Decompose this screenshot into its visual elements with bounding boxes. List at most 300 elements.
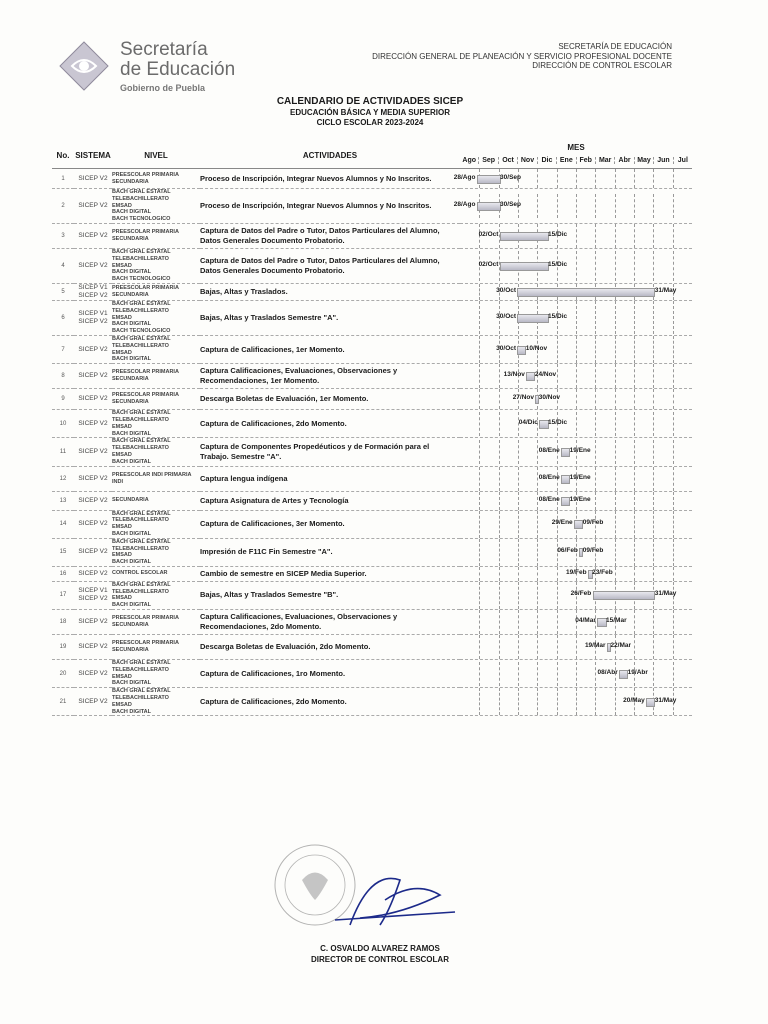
row-number: 16 <box>52 566 74 581</box>
month-gridline <box>634 251 635 281</box>
row-system: SICEP V1 SICEP V2 <box>74 283 112 300</box>
row-timeline <box>460 248 692 283</box>
month-gridline <box>634 567 635 581</box>
row-system: SICEP V2 <box>74 364 112 389</box>
month-gridline <box>576 301 577 334</box>
month-gridline <box>499 440 500 464</box>
row-system: SICEP V2 <box>74 660 112 688</box>
month-gridline <box>557 169 558 188</box>
month-gridline <box>615 492 616 510</box>
row-level: BACH GRAL ESTATAL TELEBACHILLERATO EMSAD BACH DIGITAL <box>112 660 200 688</box>
month-gridline <box>518 539 519 566</box>
calendar-row <box>52 335 692 363</box>
month-gridline <box>518 467 519 491</box>
logo-line-2: de Educación <box>120 59 236 80</box>
month-gridline <box>634 301 635 334</box>
month-gridline <box>634 364 635 388</box>
row-number: 3 <box>52 223 74 248</box>
timeline-bar <box>477 175 501 184</box>
month-gridline <box>615 539 616 566</box>
row-level: BACH GRAL ESTATAL TELEBACHILLERATO EMSAD BACH DIGITAL BACH TECNOLOGICO <box>112 300 200 335</box>
signature-and-seal <box>240 840 470 950</box>
row-number: 1 <box>52 169 74 189</box>
month-gridline <box>615 511 616 538</box>
row-number: 2 <box>52 189 74 224</box>
month-gridline <box>479 364 480 388</box>
row-timeline <box>460 335 692 363</box>
start-date-label: 29/Ene <box>551 519 573 527</box>
signatory-name: C. OSVALDO ALVAREZ RAMOS <box>320 944 440 953</box>
row-activity: Captura Asignatura de Artes y Tecnología <box>200 491 460 510</box>
start-date-label: 08/Ene <box>538 495 560 503</box>
row-number: 4 <box>52 248 74 283</box>
header-line-3: DIRECCIÓN DE CONTROL ESCOLAR <box>532 61 672 70</box>
row-system: SICEP V2 <box>74 438 112 466</box>
month-gridline <box>673 194 674 218</box>
end-date-label: 24/Nov <box>534 371 557 379</box>
month-gridline <box>518 662 519 686</box>
row-timeline <box>460 438 692 466</box>
month-label: Jul <box>673 157 692 164</box>
signatory-block <box>300 943 460 965</box>
month-gridline <box>499 492 500 510</box>
row-timeline <box>460 566 692 581</box>
month-gridline <box>537 610 538 634</box>
logo-wordmark <box>120 40 235 93</box>
month-gridline <box>673 336 674 363</box>
month-gridline <box>557 635 558 659</box>
end-date-label: 15/Mar <box>606 617 627 625</box>
row-number: 12 <box>52 466 74 491</box>
month-gridline <box>615 251 616 281</box>
month-gridline <box>499 582 500 609</box>
header-sistema: SISTEMA <box>74 142 112 169</box>
row-level: BACH GRAL ESTATAL TELEBACHILLERATO EMSAD BACH DIGITAL BACH TECNOLOGICO <box>112 189 200 224</box>
row-system: SICEP V2 <box>74 248 112 283</box>
row-activity: Descarga Boletas de Evaluación, 2do Momento. <box>200 635 460 660</box>
month-label: Abr <box>614 157 633 164</box>
month-gridline <box>673 467 674 491</box>
month-gridline <box>673 610 674 634</box>
month-gridline <box>479 688 480 715</box>
row-system: SICEP V2 <box>74 335 112 363</box>
month-gridline <box>576 224 577 248</box>
month-gridline <box>479 284 480 300</box>
calendar-row <box>52 538 692 566</box>
month-gridline <box>576 194 577 218</box>
month-gridline <box>518 582 519 609</box>
month-gridline <box>499 389 500 409</box>
month-gridline <box>537 582 538 609</box>
document-subtitle: EDUCACIÓN BÁSICA Y MEDIA SUPERIOR <box>289 108 451 117</box>
row-activity: Descarga Boletas de Evaluación, 1er Momento. <box>200 389 460 410</box>
month-gridline <box>595 440 596 464</box>
month-label: Jun <box>653 157 672 164</box>
start-date-label: 04/Mar <box>575 617 596 625</box>
month-gridline <box>673 364 674 388</box>
month-gridline <box>634 610 635 634</box>
month-gridline <box>615 301 616 334</box>
row-timeline <box>460 688 692 716</box>
month-label: Sep <box>478 157 497 164</box>
month-label: Feb <box>576 157 595 164</box>
row-system: SICEP V2 <box>74 610 112 635</box>
month-gridline <box>595 336 596 363</box>
row-activity: Bajas, Altas y Traslados Semestre "A". <box>200 300 460 335</box>
month-gridline <box>537 688 538 715</box>
row-number: 11 <box>52 438 74 466</box>
row-timeline <box>460 223 692 248</box>
row-number: 5 <box>52 283 74 300</box>
row-timeline <box>460 300 692 335</box>
end-date-label: 19/Abr <box>627 668 648 676</box>
institution-header <box>372 42 672 71</box>
month-gridline <box>518 688 519 715</box>
row-level: CONTROL ESCOLAR <box>112 566 200 581</box>
row-system: SICEP V1 SICEP V2 <box>74 581 112 609</box>
month-gridline <box>653 635 654 659</box>
month-gridline <box>499 467 500 491</box>
signatory-title: DIRECTOR DE CONTROL ESCOLAR <box>311 955 449 964</box>
month-gridline <box>615 440 616 464</box>
row-number: 10 <box>52 410 74 438</box>
end-date-label: 15/Dic <box>548 230 568 238</box>
row-timeline <box>460 466 692 491</box>
row-activity: Captura Calificaciones, Evaluaciones, Observaciones y Recomendaciones, 2do Momento. <box>200 610 460 635</box>
start-date-label: 02/Oct <box>478 260 499 268</box>
month-gridline <box>634 169 635 188</box>
end-date-label: 10/Nov <box>525 344 548 352</box>
month-gridline <box>557 582 558 609</box>
month-gridline <box>653 412 654 436</box>
month-gridline <box>576 251 577 281</box>
row-timeline <box>460 491 692 510</box>
month-gridline <box>595 364 596 388</box>
row-activity: Captura de Calificaciones, 3er Momento. <box>200 510 460 538</box>
month-gridline <box>615 467 616 491</box>
row-timeline <box>460 660 692 688</box>
timeline-bar <box>477 202 501 211</box>
row-level: BACH GRAL ESTATAL TELEBACHILLERATO EMSAD BACH DIGITAL <box>112 510 200 538</box>
month-gridline <box>499 610 500 634</box>
month-gridline <box>576 336 577 363</box>
month-gridline <box>634 336 635 363</box>
month-gridline <box>634 635 635 659</box>
end-date-label: 30/Sep <box>500 173 522 181</box>
month-gridline <box>653 511 654 538</box>
calendar-row <box>52 389 692 410</box>
month-gridline <box>576 412 577 436</box>
month-gridline <box>595 467 596 491</box>
row-timeline <box>460 581 692 609</box>
start-date-label: 27/Nov <box>512 394 535 402</box>
month-gridline <box>653 389 654 409</box>
month-gridline <box>615 412 616 436</box>
document-title-block <box>200 96 540 128</box>
month-gridline <box>615 567 616 581</box>
month-gridline <box>499 688 500 715</box>
month-gridline <box>557 364 558 388</box>
end-date-label: 09/Feb <box>582 519 604 527</box>
month-gridline <box>479 662 480 686</box>
month-gridline <box>634 194 635 218</box>
row-timeline <box>460 364 692 389</box>
month-gridline <box>673 492 674 510</box>
month-gridline <box>557 336 558 363</box>
month-gridline <box>653 567 654 581</box>
row-number: 19 <box>52 635 74 660</box>
month-gridline <box>595 492 596 510</box>
month-gridline <box>615 688 616 715</box>
month-gridline <box>479 492 480 510</box>
month-gridline <box>673 635 674 659</box>
end-date-label: 15/Dic <box>548 312 568 320</box>
month-gridline <box>479 635 480 659</box>
row-system: SICEP V2 <box>74 491 112 510</box>
school-year: CICLO ESCOLAR 2023-2024 <box>316 118 424 127</box>
row-activity: Captura de Calificaciones, 1ro Momento. <box>200 660 460 688</box>
month-gridline <box>634 539 635 566</box>
month-gridline <box>537 194 538 218</box>
month-gridline <box>499 567 500 581</box>
month-gridline <box>673 662 674 686</box>
month-gridline <box>673 440 674 464</box>
row-activity: Proceso de Inscripción, Integrar Nuevos Alumnos y No Inscritos. <box>200 189 460 224</box>
calendar-row <box>52 248 692 283</box>
calendar-row <box>52 491 692 510</box>
row-activity: Cambio de semestre en SICEP Media Superior. <box>200 566 460 581</box>
row-level: BACH GRAL ESTATAL TELEBACHILLERATO EMSAD BACH DIGITAL <box>112 688 200 716</box>
month-gridline <box>576 688 577 715</box>
row-number: 9 <box>52 389 74 410</box>
month-gridline <box>595 251 596 281</box>
month-gridline <box>634 492 635 510</box>
month-gridline <box>479 412 480 436</box>
month-gridline <box>634 389 635 409</box>
row-number: 17 <box>52 581 74 609</box>
row-level: BACH GRAL ESTATAL TELEBACHILLERATO EMSAD BACH DIGITAL <box>112 410 200 438</box>
month-gridline <box>615 224 616 248</box>
start-date-label: 30/Oct <box>496 286 517 294</box>
row-number: 20 <box>52 660 74 688</box>
month-gridline <box>537 539 538 566</box>
end-date-label: 23/Feb <box>592 568 613 576</box>
start-date-label: 13/Nov <box>503 371 525 379</box>
month-gridline <box>595 169 596 188</box>
month-gridline <box>673 511 674 538</box>
handwritten-signature-icon <box>335 878 455 925</box>
month-gridline <box>653 662 654 686</box>
document-title: CALENDARIO DE ACTIVIDADES SICEP <box>276 96 464 107</box>
month-gridline <box>653 467 654 491</box>
row-number: 6 <box>52 300 74 335</box>
calendar-row <box>52 438 692 466</box>
month-gridline <box>499 539 500 566</box>
month-gridline <box>653 440 654 464</box>
row-timeline <box>460 510 692 538</box>
month-gridline <box>673 169 674 188</box>
end-date-label: 31/May <box>654 590 677 598</box>
month-gridline <box>653 194 654 218</box>
month-label: Nov <box>517 157 536 164</box>
row-system: SICEP V2 <box>74 566 112 581</box>
month-gridline <box>479 582 480 609</box>
row-level: PREESCOLAR PRIMARIA SECUNDARIA <box>112 283 200 300</box>
month-gridline <box>653 251 654 281</box>
start-date-label: 08/Ene <box>538 473 560 481</box>
timeline-bar <box>500 262 549 271</box>
row-level: BACH GRAL ESTATAL TELEBACHILLERATO EMSAD BACH DIGITAL <box>112 438 200 466</box>
calendar-row <box>52 189 692 224</box>
month-gridline <box>499 412 500 436</box>
month-gridline <box>576 169 577 188</box>
calendar-row <box>52 364 692 389</box>
month-gridline <box>634 412 635 436</box>
header-actividades: ACTIVIDADES <box>200 142 460 169</box>
row-number: 18 <box>52 610 74 635</box>
month-gridline <box>479 610 480 634</box>
row-number: 21 <box>52 688 74 716</box>
month-gridline <box>479 467 480 491</box>
month-gridline <box>479 567 480 581</box>
row-activity: Captura de Datos del Padre o Tutor, Datos Particulares del Alumno, Datos Generales Documento Probatorio. <box>200 248 460 283</box>
header-line-2: DIRECCIÓN GENERAL DE PLANEACIÓN Y SERVICIO PROFESIONAL DOCENTE <box>372 51 672 61</box>
month-gridline <box>615 169 616 188</box>
calendar-row <box>52 635 692 660</box>
end-date-label: 15/Dic <box>548 260 568 268</box>
row-system: SICEP V2 <box>74 389 112 410</box>
row-system: SICEP V2 <box>74 466 112 491</box>
official-seal-icon <box>275 845 355 925</box>
end-date-label: 19/Ene <box>569 473 591 481</box>
row-activity: Captura lengua indígena <box>200 466 460 491</box>
end-date-label: 19/Ene <box>569 495 591 503</box>
month-gridline <box>499 364 500 388</box>
start-date-label: 02/Oct <box>478 230 499 238</box>
calendar-row <box>52 466 692 491</box>
row-number: 13 <box>52 491 74 510</box>
month-gridline <box>634 224 635 248</box>
row-level: BACH GRAL ESTATAL TELEBACHILLERATO EMSAD BACH DIGITAL <box>112 581 200 609</box>
month-gridline <box>615 194 616 218</box>
month-gridline <box>518 567 519 581</box>
row-timeline <box>460 283 692 300</box>
month-gridline <box>673 539 674 566</box>
row-activity: Impresión de F11C Fin Semestre "A". <box>200 538 460 566</box>
month-gridline <box>537 635 538 659</box>
end-date-label: 31/May <box>654 286 677 294</box>
end-date-label: 09/Feb <box>582 547 604 555</box>
start-date-label: 28/Ago <box>453 173 476 181</box>
start-date-label: 08/Abr <box>597 668 618 676</box>
header-nivel: NIVEL <box>112 142 200 169</box>
row-level: PREESCOLAR PRIMARIA SECUNDARIA <box>112 635 200 660</box>
month-gridline <box>653 301 654 334</box>
row-system: SICEP V2 <box>74 538 112 566</box>
month-gridline <box>673 251 674 281</box>
row-activity: Proceso de Inscripción, Integrar Nuevos Alumnos y No Inscritos. <box>200 169 460 189</box>
education-logo-icon <box>58 40 110 92</box>
month-gridline <box>673 389 674 409</box>
row-level: PREESCOLAR INDI PRIMARIA INDI <box>112 466 200 491</box>
month-gridline <box>595 662 596 686</box>
row-level: PREESCOLAR PRIMARIA SECUNDARIA <box>112 389 200 410</box>
month-gridline <box>634 467 635 491</box>
start-date-label: 19/Mar <box>584 642 606 650</box>
month-gridline <box>557 194 558 218</box>
calendar-row <box>52 223 692 248</box>
row-timeline <box>460 389 692 410</box>
row-activity: Captura Calificaciones, Evaluaciones, Observaciones y Recomendaciones, 1er Momento. <box>200 364 460 389</box>
month-gridline <box>653 539 654 566</box>
month-gridline <box>595 194 596 218</box>
row-timeline <box>460 610 692 635</box>
row-activity: Captura de Componentes Propedéuticos y de Formación para el Trabajo. Semestre "A". <box>200 438 460 466</box>
end-date-label: 30/Sep <box>500 200 522 208</box>
end-date-label: 22/Mar <box>610 642 632 650</box>
month-gridline <box>479 539 480 566</box>
month-gridline <box>557 610 558 634</box>
month-label: May <box>634 157 653 164</box>
month-gridline <box>576 389 577 409</box>
month-gridline <box>673 567 674 581</box>
row-level: BACH GRAL ESTATAL TELEBACHILLERATO EMSAD BACH DIGITAL <box>112 538 200 566</box>
month-gridline <box>479 336 480 363</box>
timeline-bar <box>517 314 548 323</box>
row-timeline <box>460 538 692 566</box>
month-gridline <box>595 389 596 409</box>
start-date-label: 04/Dic <box>518 418 538 426</box>
month-gridline <box>576 662 577 686</box>
start-date-label: 30/Oct <box>496 312 517 320</box>
row-timeline <box>460 410 692 438</box>
calendar-row <box>52 660 692 688</box>
logo-line-1: Secretaría <box>120 39 208 60</box>
month-gridline <box>499 635 500 659</box>
month-gridline <box>673 412 674 436</box>
row-system: SICEP V2 <box>74 635 112 660</box>
calendar-row <box>52 169 692 189</box>
calendar-row <box>52 610 692 635</box>
calendar-row <box>52 581 692 609</box>
row-number: 8 <box>52 364 74 389</box>
month-header-row <box>460 152 692 169</box>
row-activity: Captura de Calificaciones, 1er Momento. <box>200 335 460 363</box>
month-gridline <box>479 440 480 464</box>
month-gridline <box>518 440 519 464</box>
start-date-label: 06/Feb <box>557 547 578 555</box>
month-gridline <box>557 567 558 581</box>
end-date-label: 30/Nov <box>538 394 561 402</box>
row-level: PREESCOLAR PRIMARIA SECUNDARIA <box>112 169 200 189</box>
month-gridline <box>595 688 596 715</box>
end-date-label: 19/Ene <box>569 446 591 454</box>
month-label: Ago <box>462 156 477 164</box>
row-activity: Captura de Datos del Padre o Tutor, Datos Particulares del Alumno, Datos Generales Documento Probatorio. <box>200 223 460 248</box>
row-level: SECUNDARIA <box>112 491 200 510</box>
month-gridline <box>499 511 500 538</box>
month-label: Ene <box>556 157 575 164</box>
row-system: SICEP V2 <box>74 169 112 189</box>
month-gridline <box>518 610 519 634</box>
month-label: Dic <box>537 157 556 164</box>
row-number: 14 <box>52 510 74 538</box>
row-system: SICEP V1 SICEP V2 <box>74 300 112 335</box>
month-gridline <box>499 662 500 686</box>
month-gridline <box>634 511 635 538</box>
month-gridline <box>576 635 577 659</box>
month-gridline <box>653 169 654 188</box>
